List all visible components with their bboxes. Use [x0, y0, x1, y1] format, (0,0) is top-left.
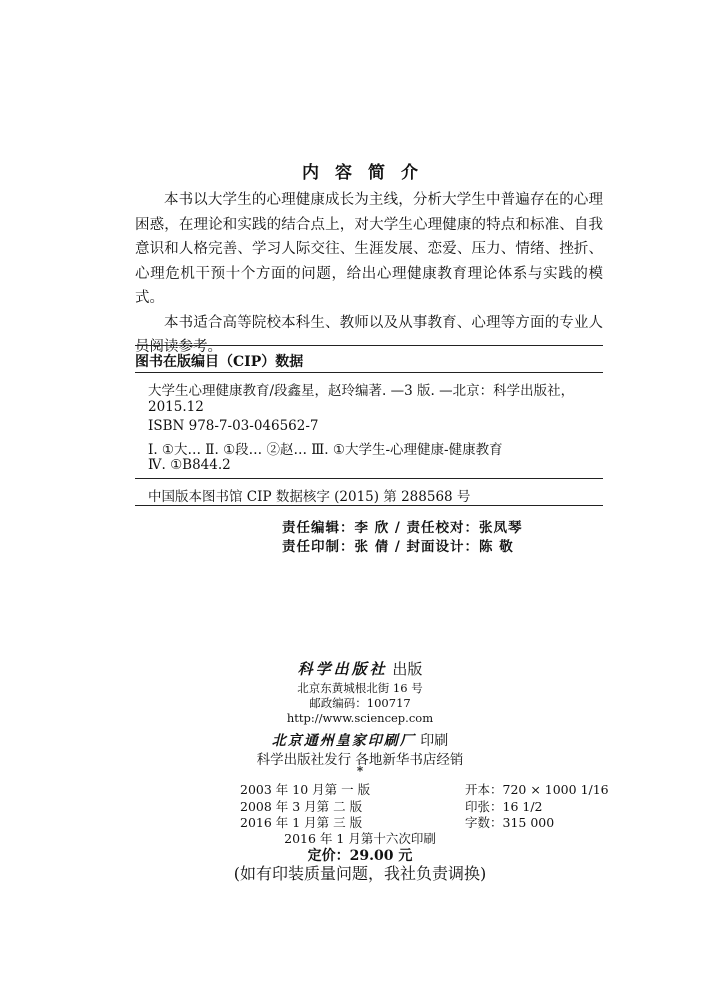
cip-line: 2015.12 [148, 399, 204, 415]
divider-cip-heading [135, 372, 603, 373]
editor-line: 责任编辑：李 欣 / 责任校对：张凤琴 [282, 520, 523, 536]
edition-date: 2003 年 10 月第 一 版 [240, 782, 371, 797]
quality-notice: (如有印装质量问题，我社负责调换) [233, 864, 487, 883]
publisher-postcode: 邮政编码：100717 [309, 696, 411, 710]
edition-info: 开本：720 × 1000 1/16 [465, 782, 609, 797]
separator-star: * [356, 764, 364, 778]
divider-bottom [135, 505, 603, 506]
edition-date: 2016 年 1 月第 三 版 [240, 815, 363, 830]
cip-line: ISBN 978-7-03-046562-7 [148, 418, 319, 434]
printer-suffix: 印刷 [415, 733, 449, 749]
distribution-line: 科学出版社发行 各地新华书店经销 [256, 752, 464, 768]
printer-name: 北京通州皇家印刷厂 [271, 733, 416, 749]
publisher-address: 北京东黄城根北街 16 号 [297, 681, 423, 695]
cip-verification: 中国版本图书馆 CIP 数据核字 (2015) 第 288568 号 [148, 489, 471, 505]
divider-cip-body [135, 478, 603, 479]
edition-info: 印张：16 1/2 [465, 799, 543, 814]
edition-row [240, 780, 609, 798]
editor-line: 责任印制：张 倩 / 封面设计：陈 敬 [282, 539, 514, 555]
price-line: 定价：29.00 元 [307, 848, 413, 864]
summary-paragraph: 本书适合高等院校本科生、教师以及从事教育、心理等方面的专业人员阅读参考。 [135, 314, 603, 355]
reprint-line: 2016 年 1 月第十六次印刷 [284, 831, 436, 846]
summary-title: 内容简介 [302, 163, 434, 183]
cip-line: Ⅳ. ①B844.2 [148, 457, 231, 473]
divider-top [135, 345, 603, 346]
summary-body [135, 188, 603, 360]
publisher-name: 科学出版社 [297, 660, 388, 678]
publisher-line [0, 658, 720, 679]
cip-line: Ⅰ. ①大… Ⅱ. ①段… ②赵… Ⅲ. ①大学生-心理健康-健康教育 [148, 442, 503, 458]
publisher-suffix: 出版 [387, 660, 423, 678]
cip-line: 大学生心理健康教育/段鑫星，赵玲编著. —3 版. —北京：科学出版社， [148, 383, 575, 399]
edition-date: 2008 年 3 月第 二 版 [240, 799, 363, 814]
printer-line [0, 730, 720, 750]
cip-heading: 图书在版编目（CIP）数据 [135, 354, 304, 370]
publisher-website: http://www.sciencep.com [286, 711, 434, 725]
summary-paragraph: 本书以大学生的心理健康成长为主线，分析大学生中普遍存在的心理困惑，在理论和实践的结合点上，对大学生心理健康的特点和标准、自我意识和人格完善、学习人际交往、生涯发展、恋爱、压力、情绪、挫折、心理危机干预十个方面的问题，给出心理健康教育理论体系与实践的模式。 [135, 192, 603, 306]
edition-info: 字数：315 000 [465, 815, 555, 830]
